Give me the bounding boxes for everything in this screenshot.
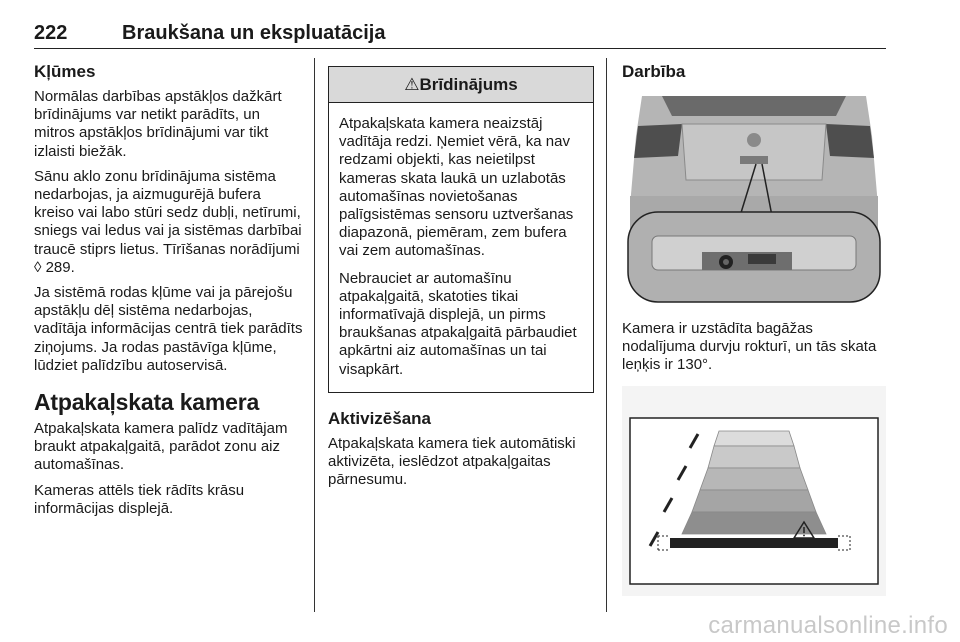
faults-paragraph-2: Sānu aklo zonu brīdinājuma sistēma nedarbojas, ja aizmugurējā bufera kreiso vai labo stūri sedz dubļi, netīrumi, sniegs vai ledus vai ja sistēmas darbībai traucē stiprs lietus. Tīrīšanas norādījumi ◊ 289. [34, 167, 302, 276]
car-rear-camera-illustration [622, 96, 886, 306]
warning-paragraph-1: Atpakaļskata kamera neaizstāj vadītāja redzi. Ņemiet vērā, ka nav redzami objekti, kas neietilpst kameras skata laukā un uzlabotās automašīnas novietošanas palīgsistēmas sensoru uztveršanas diapazonā, piemēram, zem bufera vai zem automašīnas. [339, 115, 574, 260]
rear-camera-heading: Atpakaļskata kamera [34, 389, 260, 416]
chapter-title: Braukšana un ekspluatācija [122, 22, 386, 44]
rear-camera-paragraph-2: Kameras attēls tiek rādīts krāsu informācijas displejā. [34, 481, 245, 517]
column-left [34, 62, 304, 525]
camera-display-illustration [622, 386, 886, 596]
operation-paragraph: Kamera ir uzstādīta bagāžas nodalījuma durvju rokturī, un tās skata leņķis ir 130°. [622, 320, 877, 374]
operation-heading: Darbība [622, 62, 686, 81]
column-right [622, 62, 886, 88]
warning-box [328, 66, 594, 393]
warning-header: ⚠Brīdinājums [329, 67, 593, 103]
faults-heading: Kļūmes [34, 62, 96, 81]
page-header [34, 18, 886, 49]
watermark: carmanualsonline.info [708, 612, 948, 639]
warning-paragraph-2: Nebrauciet ar automašīnu atpakaļgaitā, skatoties tikai informatīvajā displejā, un pirms braukšanas atpakaļgaitā pārbaudiet apkārtni aiz automašīnas un tai visapkārt. [339, 269, 577, 378]
rear-camera-paragraph-1: Atpakaļskata kamera palīdz vadītājam braukt atpakaļgaitā, parādot zonu aiz automašīnas. [34, 420, 288, 474]
column-divider [314, 58, 315, 612]
column-middle [328, 62, 594, 496]
faults-paragraph-3: Ja sistēmā rodas kļūme vai ja pārejošu apstākļu dēļ sistēma nedarbojas, vadītāja informācijas centrā tiek parādīts ziņojums. Ja rodas pastāvīga kļūme, lūdziet palīdzību autoservisā. [34, 284, 303, 374]
page-number: 222 [34, 22, 68, 44]
activation-paragraph: Atpakaļskata kamera tiek automātiski aktivizēta, ieslēdzot atpakaļgaitas pārnesumu. [328, 434, 576, 489]
activation-heading: Aktivizēšana [328, 408, 431, 428]
faults-paragraph-1: Normālas darbības apstākļos dažkārt brīdinājums var netikt parādīts, un mitros apstākļos brīdinājumi var tikt izlaisti biežāk. [34, 88, 282, 160]
column-divider [606, 58, 607, 612]
operation-paragraph-wrapper [622, 320, 886, 382]
